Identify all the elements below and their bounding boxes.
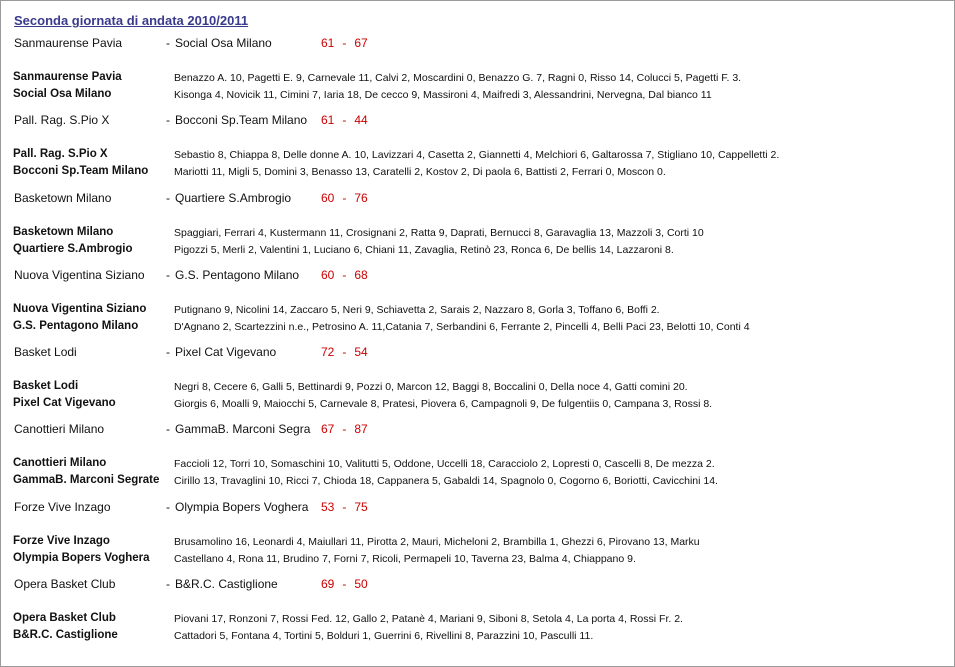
roster-team: Basketown Milano <box>13 226 114 238</box>
score-away: 54 <box>354 345 368 359</box>
roster-team: Canottieri Milano <box>13 457 107 469</box>
score: 72 - 54 <box>321 345 368 359</box>
roster-team: Sanmaurense Pavia <box>13 71 122 83</box>
home-team: Sanmaurense Pavia <box>14 36 123 50</box>
roster-players: Cattadori 5, Fontana 4, Tortini 5, Bolduri 1, Guerrini 6, Rivellini 8, Parazzini 10, Pasculli 11. <box>174 630 594 642</box>
roster-players: Spaggiari, Ferrari 4, Kustermann 11, Crosignani 2, Ratta 9, Daprati, Bernucci 8, Garavaglia 13, Mazzoli 3, Corti 10 <box>174 227 704 239</box>
roster-players: Kisonga 4, Novicik 11, Cimini 7, Iaria 18, De cecco 9, Massironi 4, Maifredi 3, Alessandrini, Nervegna, Dal bianco 11 <box>174 89 712 101</box>
away-team: Quartiere S.Ambrogio <box>175 191 292 205</box>
roster-players: Negri 8, Cecere 6, Galli 5, Bettinardi 9, Pozzi 0, Marcon 12, Baggi 8, Boccalini 0, Della noce 4, Gatti comini 20. <box>174 381 688 393</box>
score-home: 67 <box>321 422 335 436</box>
score-away: 50 <box>354 577 368 591</box>
away-team: Social Osa Milano <box>175 36 272 50</box>
roster-players: Putignano 9, Nicolini 14, Zaccaro 5, Neri 9, Schiavetta 2, Sarais 2, Nazzaro 8, Gorla 3, Toffano 6, Boffi 2. <box>174 304 660 316</box>
roster-players: Pigozzi 5, Merli 2, Valentini 1, Luciano 6, Chiani 11, Zavaglia, Retinò 23, Ronca 6, De bellis 14, Lazzaroni 8. <box>174 244 674 256</box>
home-team: Canottieri Milano <box>14 422 105 436</box>
score: 61 - 67 <box>321 36 368 50</box>
roster-team: B&R.C. Castiglione <box>13 629 118 641</box>
team-separator: - <box>166 191 170 205</box>
score-home: 60 <box>321 268 335 282</box>
home-team: Pall. Rag. S.Pio X <box>14 113 110 127</box>
roster-players: Castellano 4, Rona 11, Brudino 7, Forni 7, Ricoli, Permapeli 10, Taverna 23, Balma 4, Chiappano 9. <box>174 553 636 565</box>
home-team: Basket Lodi <box>14 345 77 359</box>
roster-team: G.S. Pentagono Milano <box>13 320 139 332</box>
away-team: Bocconi Sp.Team Milano <box>175 113 308 127</box>
home-team: Nuova Vigentina Siziano <box>14 268 145 282</box>
roster-players: Cirillo 13, Travaglini 10, Ricci 7, Chioda 18, Cappanera 5, Gabaldi 14, Spagnolo 0, Cogorno 6, Boriotti, Cavicchini 14. <box>174 475 718 487</box>
roster-players: Faccioli 12, Torri 10, Somaschini 10, Valitutti 5, Oddone, Uccelli 18, Caracciolo 2, Lopresti 0, Cascelli 8, De mezza 2. <box>174 458 715 470</box>
team-separator: - <box>166 345 170 359</box>
score: 61 - 44 <box>321 113 368 127</box>
team-separator: - <box>166 113 170 127</box>
roster-team: Forze Vive Inzago <box>13 535 110 547</box>
score-home: 69 <box>321 577 335 591</box>
roster-players: Brusamolino 16, Leonardi 4, Maiullari 11, Pirotta 2, Mauri, Micheloni 2, Brambilla 1, Ghezzi 6, Pirovano 13, Marku <box>174 536 700 548</box>
away-team: Pixel Cat Vigevano <box>175 345 277 359</box>
score-away: 44 <box>354 113 368 127</box>
team-separator: - <box>166 36 170 50</box>
roster-players: Benazzo A. 10, Pagetti E. 9, Carnevale 11, Calvi 2, Moscardini 0, Benazzo G. 7, Ragni 0, Risso 14, Colucci 5, Pagetti F. 3. <box>174 72 742 84</box>
score-away: 68 <box>354 268 368 282</box>
score: 69 - 50 <box>321 577 368 591</box>
score-home: 61 <box>321 36 335 50</box>
away-team: Olympia Bopers Voghera <box>175 500 309 514</box>
roster-team: Olympia Bopers Voghera <box>13 552 150 564</box>
score: 60 - 68 <box>321 268 368 282</box>
score-away: 67 <box>354 36 368 50</box>
score-home: 60 <box>321 191 335 205</box>
home-team: Opera Basket Club <box>14 577 116 591</box>
roster-team: GammaB. Marconi Segrate <box>13 474 160 486</box>
team-separator: - <box>166 577 170 591</box>
roster-players: Sebastio 8, Chiappa 8, Delle donne A. 10, Lavizzari 4, Casetta 2, Giannetti 4, Melchiori 6, Galtarossa 7, Stigliano 10, Cappelletti 2. <box>174 149 780 161</box>
home-team: Basketown Milano <box>14 191 112 205</box>
away-team: GammaB. Marconi Segra <box>175 422 311 436</box>
score-away: 75 <box>354 500 368 514</box>
roster-players: D'Agnano 2, Scartezzini n.e., Petrosino A. 11,Catania 7, Serbandini 6, Ferrante 2, Pincelli 4, Belli Paci 23, Belotti 10, Conti 4 <box>174 321 750 333</box>
roster-team: Bocconi Sp.Team Milano <box>13 165 149 177</box>
score-home: 72 <box>321 345 335 359</box>
roster-team: Basket Lodi <box>13 380 79 392</box>
roster-players: Piovani 17, Ronzoni 7, Rossi Fed. 12, Gallo 2, Patanè 4, Mariani 9, Siboni 8, Setola 4, La porta 4, Rossi Fr. 2. <box>174 613 683 625</box>
score: 60 - 76 <box>321 191 368 205</box>
team-separator: - <box>166 268 170 282</box>
home-team: Forze Vive Inzago <box>14 500 111 514</box>
roster-team: Opera Basket Club <box>13 612 116 624</box>
score-home: 61 <box>321 113 335 127</box>
team-separator: - <box>166 500 170 514</box>
roster-players: Giorgis 6, Moalli 9, Maiocchi 5, Carnevale 8, Pratesi, Piovera 6, Campagnoli 9, De fulgentiis 0, Campana 3, Rossi 8. <box>174 398 713 410</box>
score-away: 87 <box>354 422 368 436</box>
roster-team: Pixel Cat Vigevano <box>13 397 116 409</box>
away-team: G.S. Pentagono Milano <box>175 268 300 282</box>
roster-team: Nuova Vigentina Siziano <box>13 303 147 315</box>
roster-players: Mariotti 11, Migli 5, Domini 3, Benasso 13, Caratelli 2, Kostov 2, Di paola 6, Battisti 2, Ferrari 0, Moscon 0. <box>174 166 666 178</box>
page-title: Seconda giornata di andata 2010/2011 <box>14 13 249 28</box>
score: 53 - 75 <box>321 500 368 514</box>
score-away: 76 <box>354 191 368 205</box>
roster-team: Quartiere S.Ambrogio <box>13 243 133 255</box>
score: 67 - 87 <box>321 422 368 436</box>
away-team: B&R.C. Castiglione <box>175 577 278 591</box>
roster-team: Pall. Rag. S.Pio X <box>13 148 108 160</box>
score-home: 53 <box>321 500 335 514</box>
team-separator: - <box>166 422 170 436</box>
roster-team: Social Osa Milano <box>13 88 112 100</box>
